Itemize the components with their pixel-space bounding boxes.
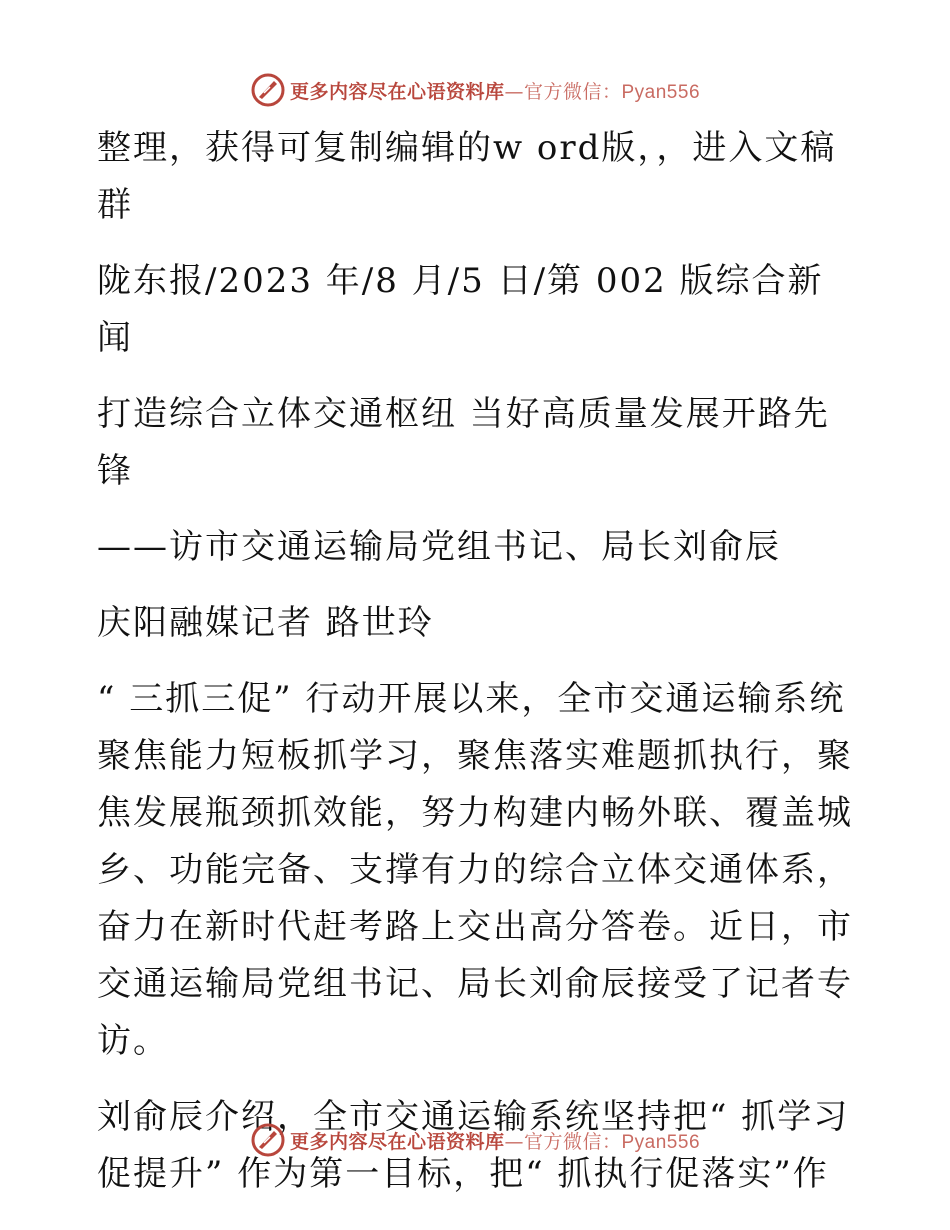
banner-dash: —	[504, 80, 524, 103]
paragraph-1: “ 三抓三促” 行动开展以来，全市交通运输系统聚焦能力短板抓学习，聚焦落实难题抓执行，聚焦发展瓶颈抓效能，努力构建内畅外联、覆盖城乡、功能完备、支撑有力的综合立体交通体系，奋力在新时代赶考路上交出高分答卷。近日，市交通运输局党组书记、局长刘俞辰接受了记者专访。	[97, 679, 853, 1061]
banner-dash: —	[504, 1130, 524, 1153]
footer-banner	[0, 1118, 950, 1162]
paragraph-2: 刘俞辰介绍，全市交通运输系统坚持把“ 抓学习促提升” 作为第一目标，把“ 抓执行促落实”作	[97, 1097, 850, 1194]
banner-inner	[250, 1122, 700, 1158]
banner-inner	[250, 72, 700, 108]
quill-circle-logo-icon	[250, 72, 286, 108]
intro-line: 整理，获得可复制编辑的w ord版，，进入文稿群	[97, 128, 837, 225]
banner-wechat-label: 官方微信：	[523, 1130, 622, 1153]
document-body	[97, 120, 857, 1203]
banner-wechat-id: Pyan556	[621, 81, 701, 103]
byline: 庆阳融媒记者 路世玲	[97, 603, 434, 643]
subheadline: ——访市交通运输局党组书记、局长刘俞辰	[97, 527, 781, 567]
banner-text	[290, 1127, 700, 1154]
banner-site-name: 更多内容尽在心语资料库	[289, 80, 505, 103]
banner-wechat-label: 官方微信：	[523, 80, 622, 103]
quill-circle-logo-icon	[250, 1122, 286, 1158]
header-banner	[0, 68, 950, 112]
banner-wechat-id: Pyan556	[621, 1131, 701, 1153]
source-line: 陇东报/2023 年/8 月/5 日/第 002 版综合新闻	[97, 261, 824, 358]
banner-site-name: 更多内容尽在心语资料库	[289, 1130, 505, 1153]
headline: 打造综合立体交通枢纽 当好高质量发展开路先锋	[97, 394, 830, 491]
banner-text	[290, 77, 700, 104]
